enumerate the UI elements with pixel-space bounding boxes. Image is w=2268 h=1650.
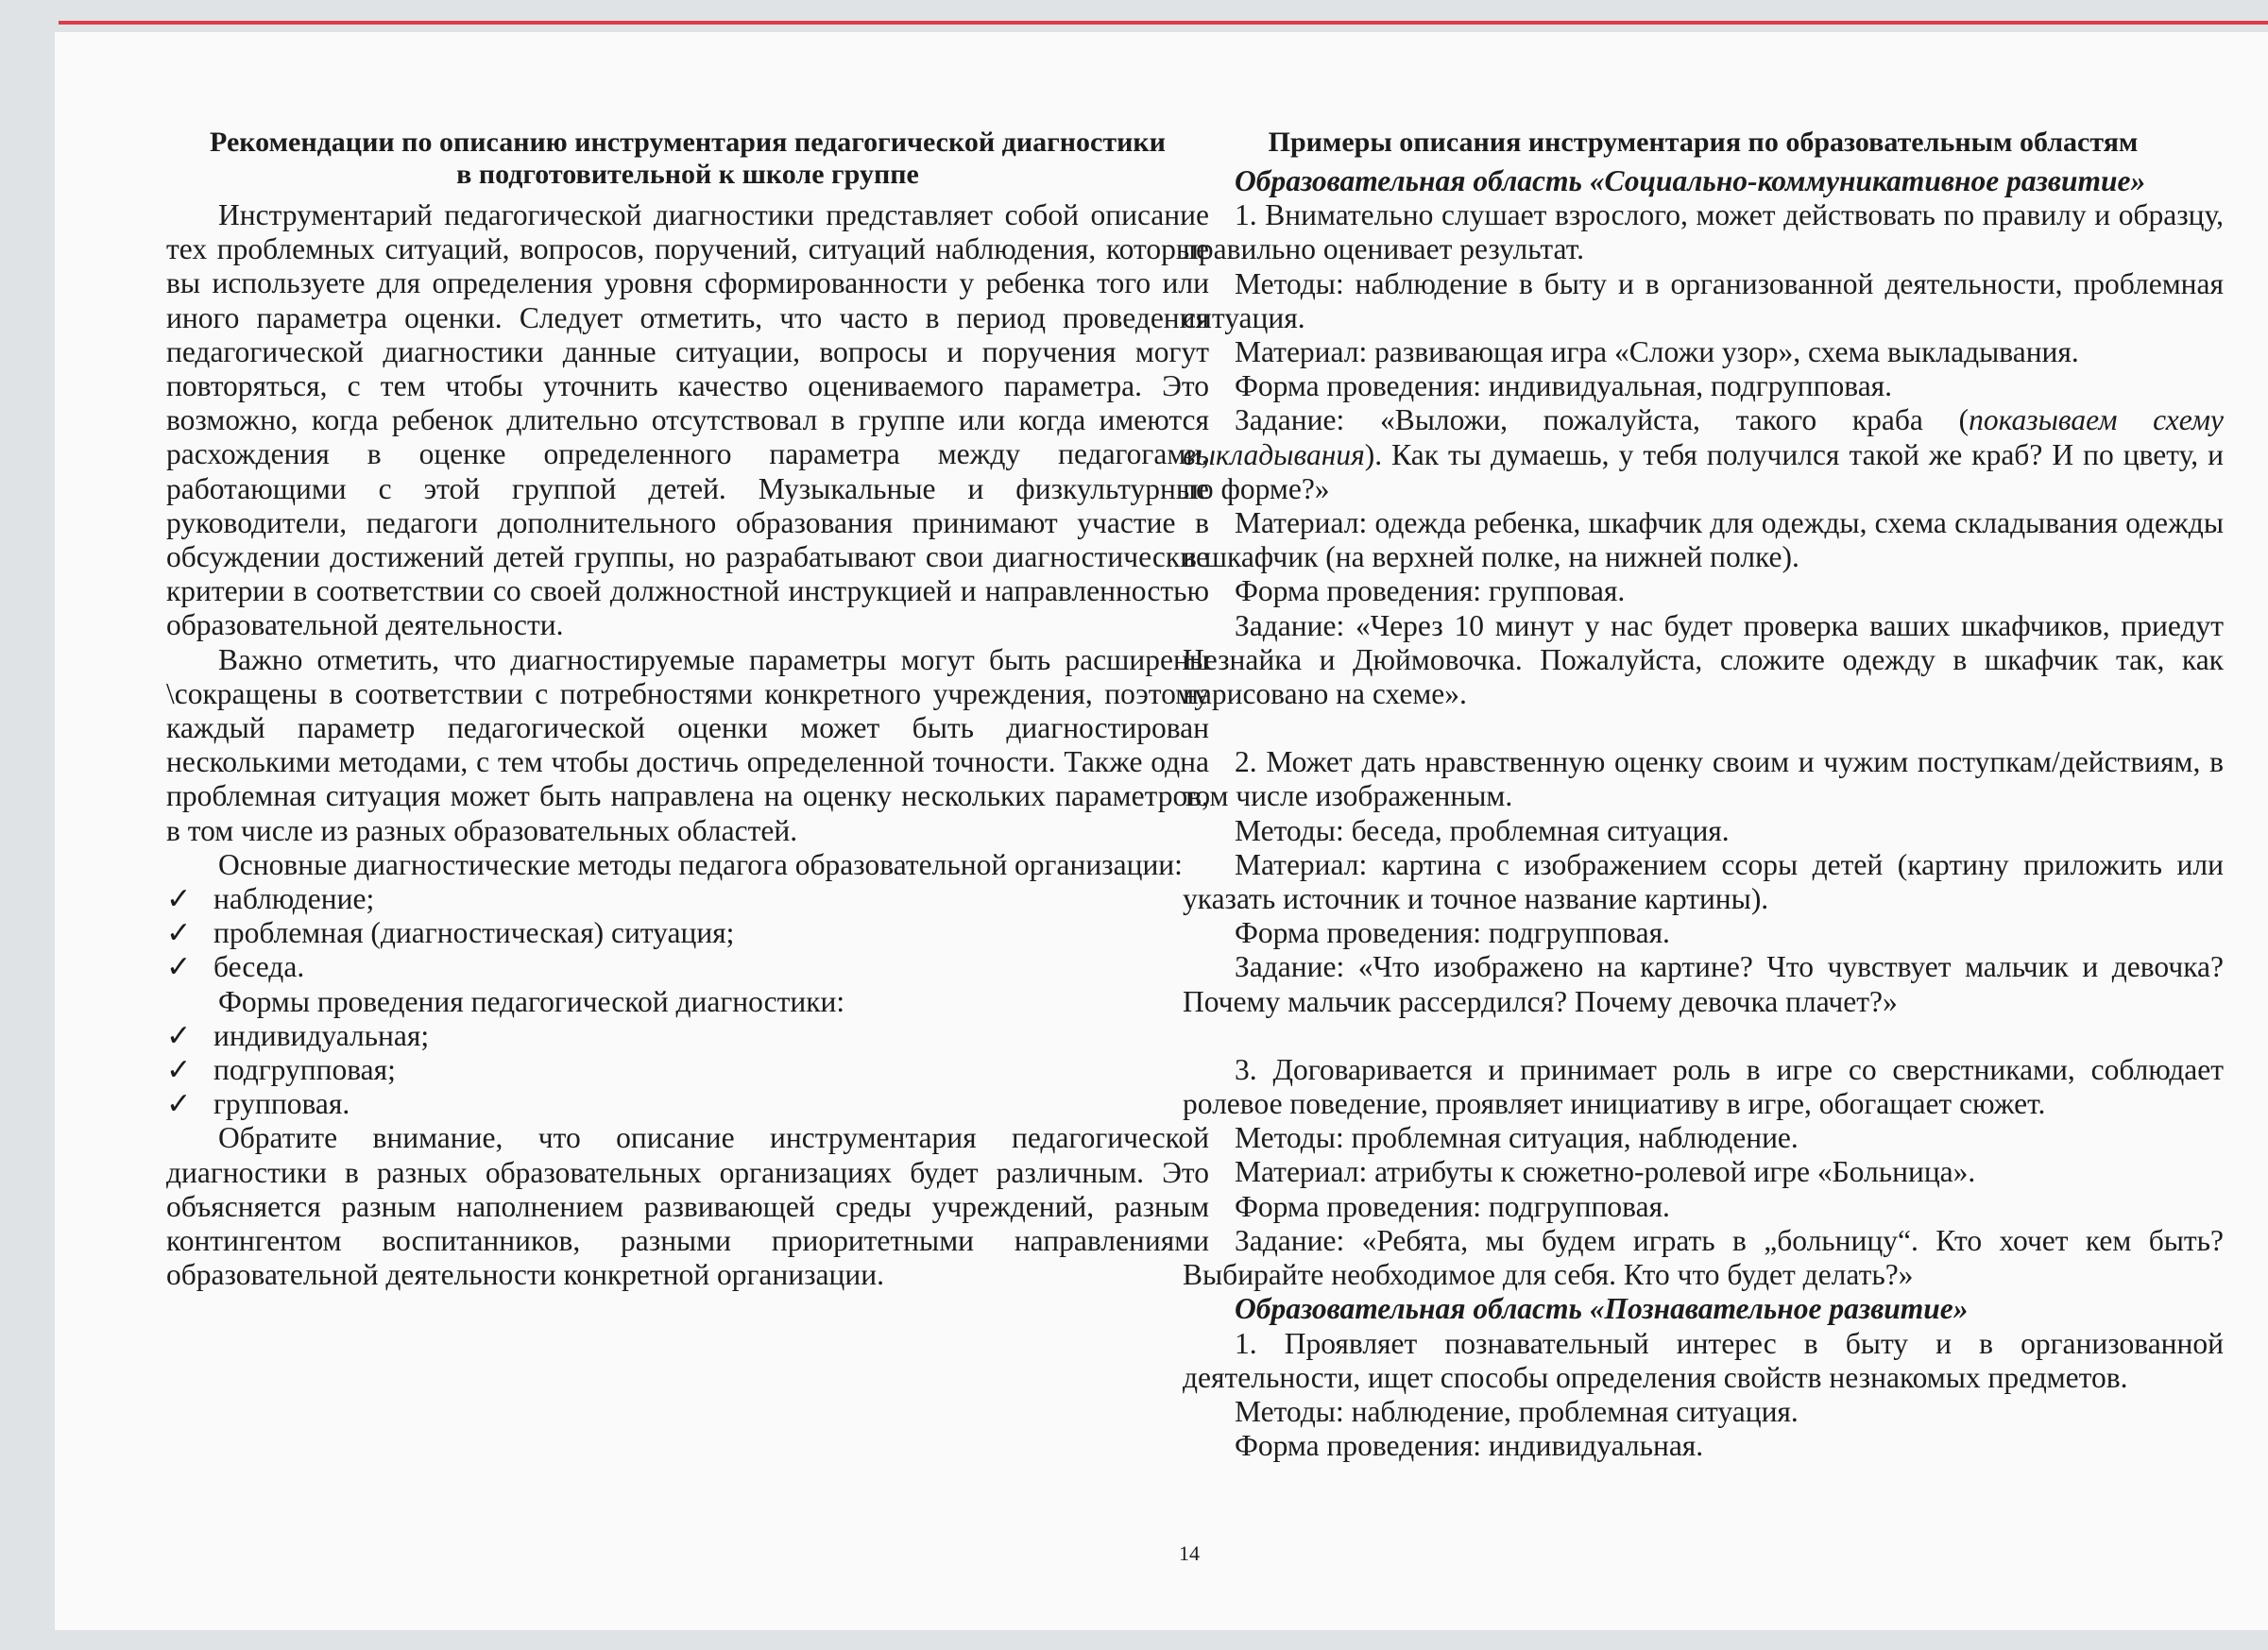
page-number: 14 bbox=[1179, 1541, 1200, 1565]
list-item: ✓ наблюдение; bbox=[166, 882, 375, 916]
paragraph: 1. Проявляет познавательный интерес в быту и в организованной деятельности, ищет способы определения свойств незнакомых предметов. bbox=[1183, 1326, 2224, 1394]
methods-list bbox=[166, 882, 1209, 985]
paragraph: 1. Внимательно слушает взрослого, может действовать по правилу и образцу, правильно оценивает результат. bbox=[1183, 198, 2224, 266]
paragraph: Материал: развивающая игра «Сложи узор», схема выкладывания. bbox=[1235, 335, 2079, 369]
paragraph: Методы: проблемная ситуация, наблюдение. bbox=[1235, 1121, 1799, 1155]
forms-list bbox=[166, 1019, 1209, 1122]
paragraph: 3. Договаривается и принимает роль в игре со сверстниками, соблюдает ролевое поведение, проявляет инициативу в игре, обогащает сюжет. bbox=[1183, 1052, 2224, 1121]
paragraph: Форма проведения: подгрупповая. bbox=[1235, 916, 1670, 950]
right-title: Примеры описания инструментария по образовательным областям bbox=[1268, 127, 2139, 158]
top-red-border bbox=[59, 21, 2268, 25]
paragraph: Форма проведения: подгрупповая. bbox=[1235, 1189, 1670, 1223]
paragraph: Материал: атрибуты к сюжетно-ролевой игре «Больница». bbox=[1235, 1155, 1976, 1189]
left-title: Рекомендации по описанию инструментария педагогической диагностики в подготовительной к школе группе bbox=[210, 127, 1166, 190]
checkmark-icon: ✓ bbox=[166, 1053, 192, 1087]
paragraph: Форма проведения: групповая. bbox=[1235, 574, 1626, 608]
paragraph: Методы: наблюдение, проблемная ситуация. bbox=[1235, 1394, 1799, 1428]
paragraph: Основные диагностические методы педагога образовательной организации: bbox=[218, 847, 1183, 881]
paragraph: Задание: «Через 10 минут у нас будет проверка ваших шкафчиков, приедут Незнайка и Дюймовочка. Пожалуйста, сложите одежду в шкафчик так, как нарисовано на схеме». bbox=[1183, 608, 2224, 711]
spacer bbox=[1183, 711, 2224, 745]
forms-title: Формы проведения педагогической диагностики: bbox=[218, 984, 845, 1018]
paragraph: Форма проведения: индивидуальная. bbox=[1235, 1429, 1704, 1463]
paragraph: Задание: «Выложи, пожалуйста, такого краба (показываем схему выкладывания). Как ты думаешь, у тебя получился такой же краб? И по цвету, и по форме?» bbox=[1183, 403, 2224, 505]
list-item: ✓ беседа. bbox=[166, 950, 305, 984]
area-heading: Образовательная область «Познавательное развитие» bbox=[1235, 1292, 1969, 1326]
paragraph: Методы: беседа, проблемная ситуация. bbox=[1235, 813, 1730, 847]
list-item: ✓ групповая. bbox=[166, 1087, 350, 1121]
document-page bbox=[55, 32, 2268, 1630]
paragraph: 2. Может дать нравственную оценку своим и чужим поступкам/действиям, в том числе изображенным. bbox=[1183, 745, 2224, 813]
paragraph: Форма проведения: индивидуальная, подгрупповая. bbox=[1235, 369, 1893, 403]
list-item: ✓ индивидуальная; bbox=[166, 1018, 430, 1052]
checkmark-icon: ✓ bbox=[166, 950, 192, 984]
paragraph: Задание: «Ребята, мы будем играть в „больницу“. Кто хочет кем быть? Выбирайте необходимое для себя. Кто что будет делать?» bbox=[1183, 1223, 2224, 1292]
paragraph: Обратите внимание, что описание инструментария педагогической диагностики в разных образовательных организациях будет различным. Это объясняется разным наполнением развивающей среды учреждений, разным контингентом воспитанников, разными приоритетными направлениями образовательной деятельности конкретной организации. bbox=[166, 1121, 1209, 1292]
paragraph: Важно отметить, что диагностируемые параметры могут быть расширены \сокращены в соответствии с потребностями конкретного учреждения, поэтому каждый параметр педагогической оценки может быть диагностирован несколькими методами, с тем чтобы достичь определенной точности. Также одна проблемная ситуация может быть направлена на оценку нескольких параметров, в том числе из разных образовательных областей. bbox=[166, 642, 1209, 847]
checkmark-icon: ✓ bbox=[166, 1087, 192, 1121]
left-column bbox=[166, 127, 1209, 1293]
checkmark-icon: ✓ bbox=[166, 916, 192, 950]
paragraph: Материал: картина с изображением ссоры детей (картину приложить или указать источник и точное название картины). bbox=[1183, 847, 2224, 916]
paragraph: Задание: «Что изображено на картине? Что чувствует мальчик и девочка? Почему мальчик рассердился? Почему девочка плачет?» bbox=[1183, 950, 2224, 1018]
paragraph: Инструментарий педагогической диагностики представляет собой описание тех проблемных ситуаций, вопросов, поручений, ситуаций наблюдения, которые вы используете для определения уровня сформированности у ребенка того или иного параметра оценки. Следует отметить, что часто в период проведения педагогической диагностики данные ситуации, вопросы и поручения могут повторяться, с тем чтобы уточнить качество оцениваемого параметра. Это возможно, когда ребенок длительно отсутствовал в группе или когда имеются расхождения в оценке определенного параметра между педагогами, работающими с этой группой детей. Музыкальные и физкультурные руководители, педагоги дополнительного образования принимают участие в обсуждении достижений детей группы, но разрабатывают свои диагностические критерии в соответствии со своей должностной инструкцией и направленностью образовательной деятельности. bbox=[166, 198, 1209, 642]
spacer bbox=[1183, 1019, 2224, 1053]
checkmark-icon: ✓ bbox=[166, 1018, 192, 1052]
list-item: ✓ проблемная (диагностическая) ситуация; bbox=[166, 916, 735, 950]
area-heading: Образовательная область «Социально-коммуникативное развитие» bbox=[1235, 164, 2146, 197]
list-item: ✓ подгрупповая; bbox=[166, 1053, 396, 1087]
paragraph: Материал: одежда ребенка, шкафчик для одежды, схема складывания одежды в шкафчик (на верхней полке, на нижней полке). bbox=[1183, 506, 2224, 574]
right-column bbox=[1183, 127, 2224, 1463]
checkmark-icon: ✓ bbox=[166, 882, 192, 916]
paragraph: Методы: наблюдение в быту и в организованной деятельности, проблемная ситуация. bbox=[1183, 266, 2224, 334]
